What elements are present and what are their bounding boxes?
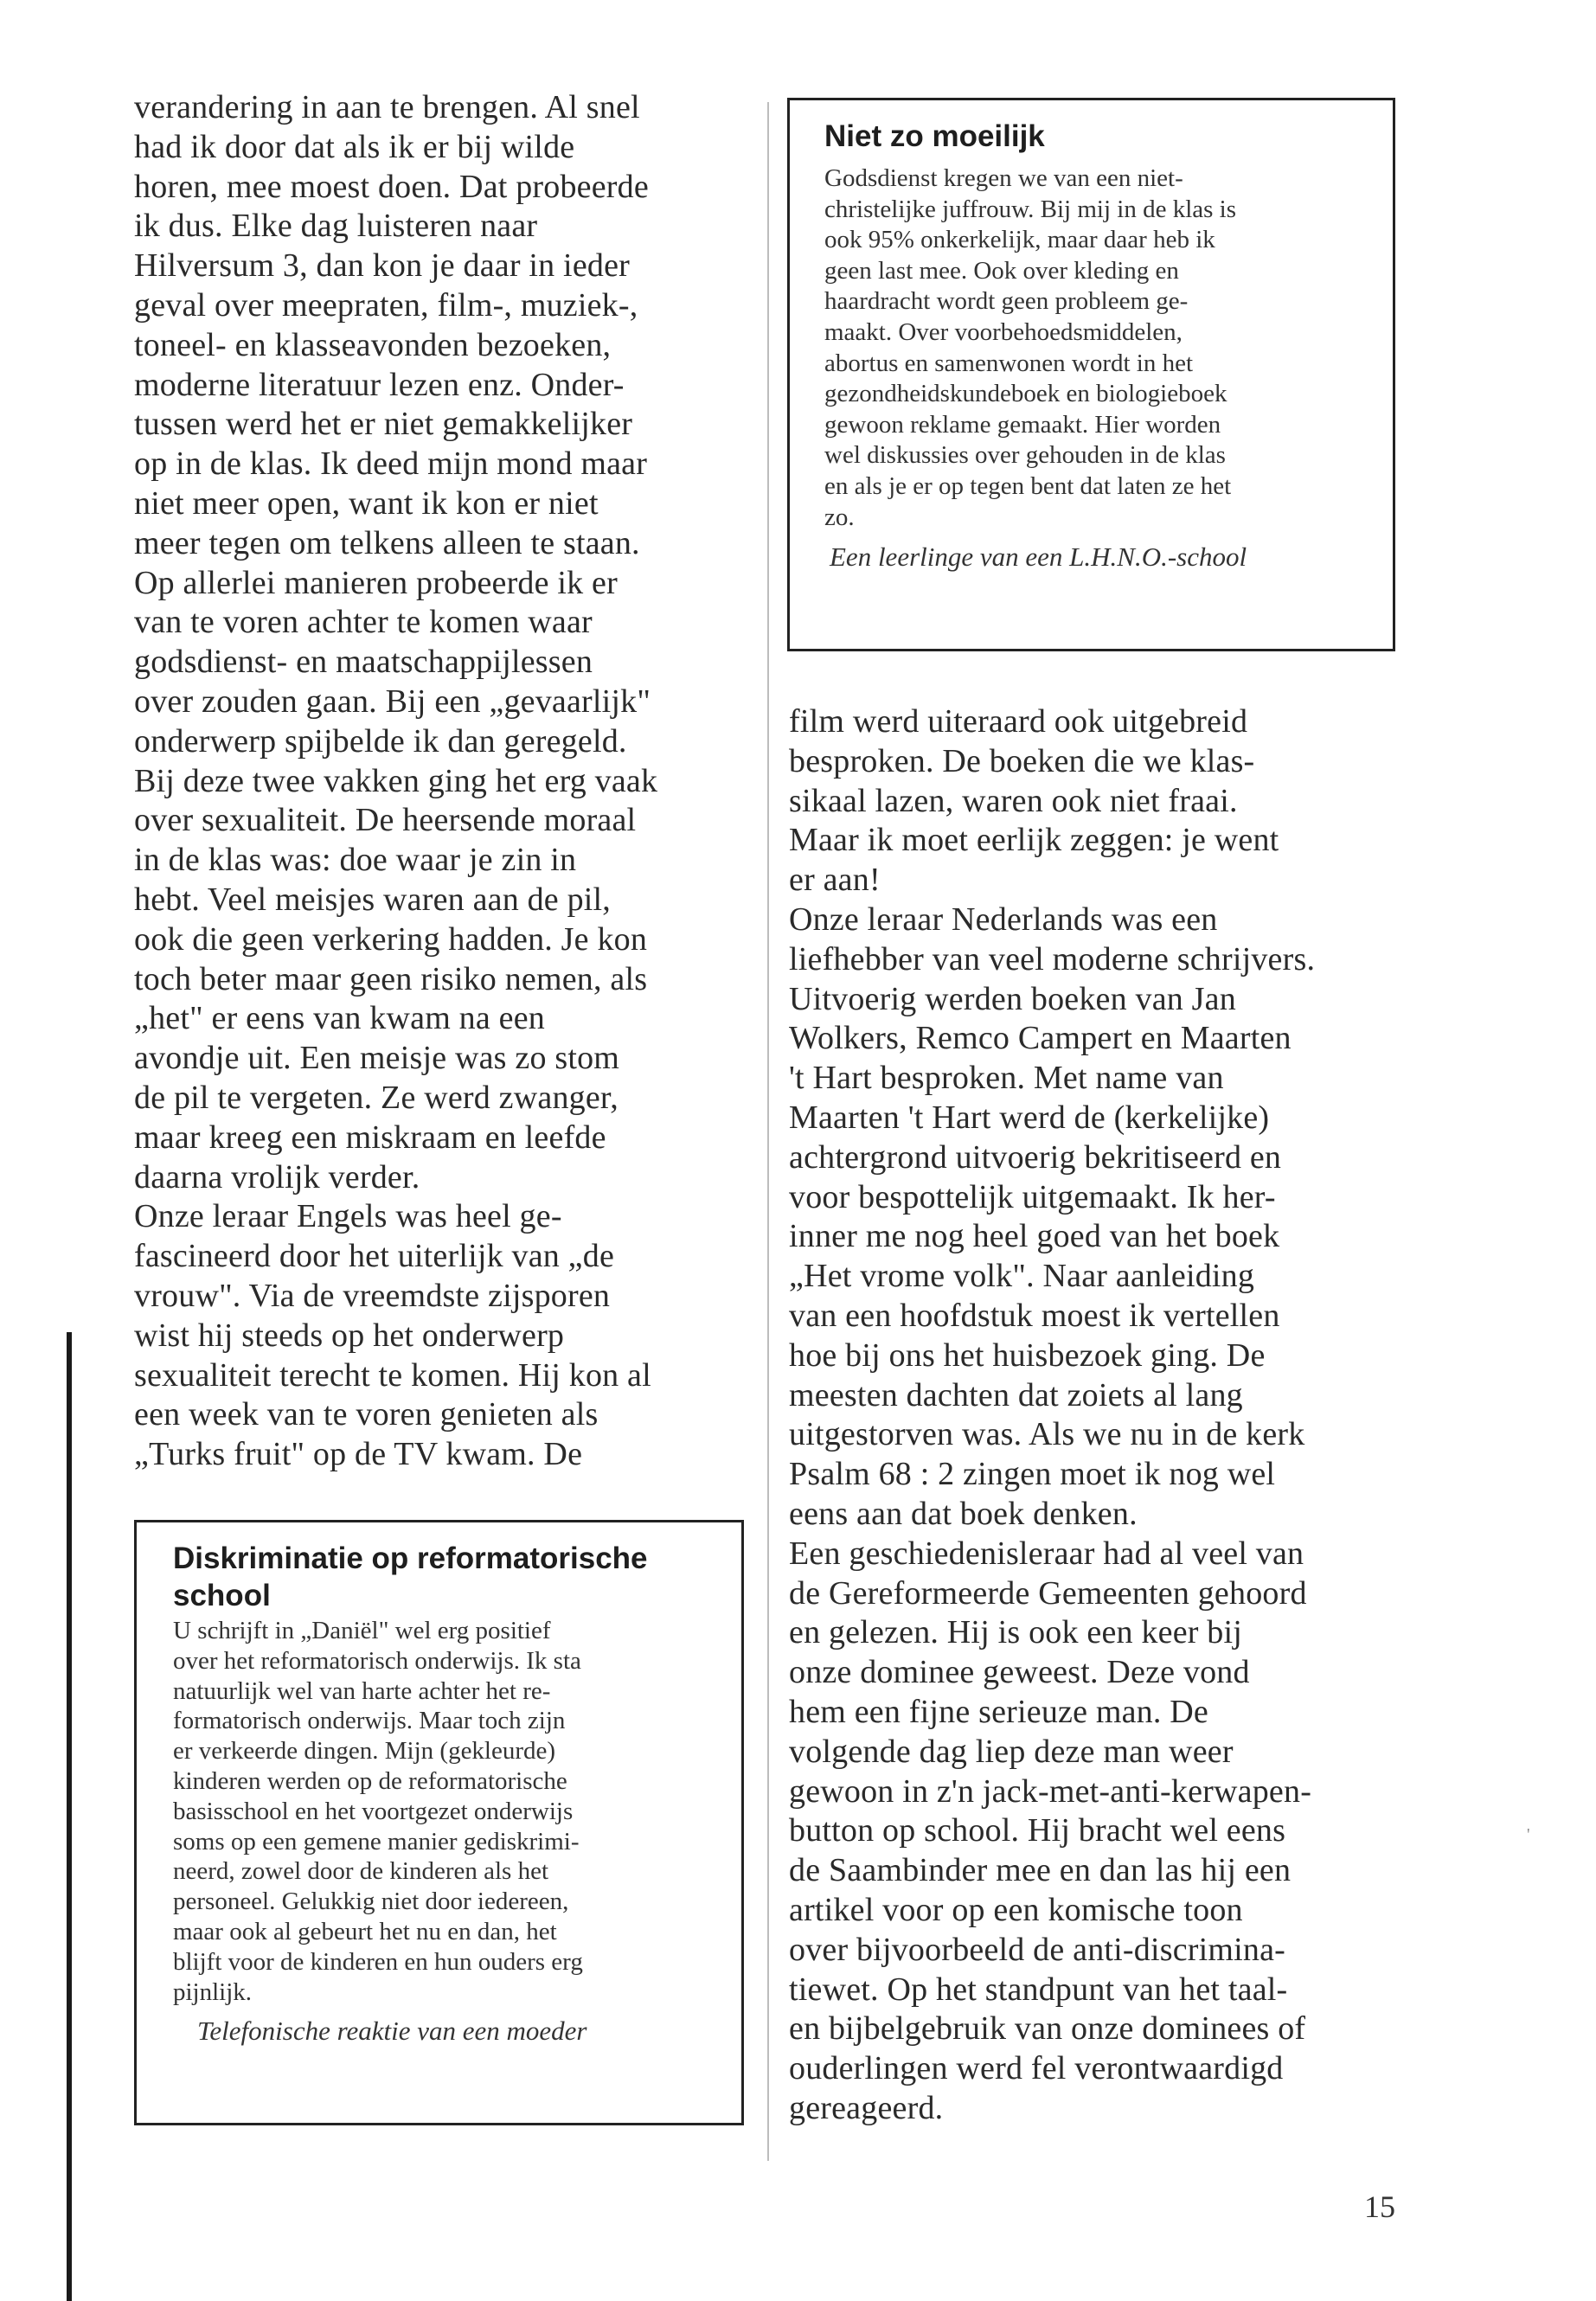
left-column-text <box>134 88 757 1475</box>
text-line: over bijvoorbeeld de anti-discrimina- <box>789 1931 1286 1968</box>
text-line: gezondheidskundeboek en biologieboek <box>824 380 1227 408</box>
text-line: soms op een gemene manier gediskrimi- <box>173 1827 580 1856</box>
text-line: inner me nog heel goed van het boek <box>789 1218 1280 1255</box>
text-line: verandering in aan te brengen. Al snel <box>134 89 640 125</box>
text-line: godsdienst- en maatschappijlessen <box>134 644 593 681</box>
text-line: 't Hart besproken. Met name van <box>789 1060 1224 1097</box>
text-line: de Saambinder mee en dan las hij een <box>789 1852 1292 1889</box>
text-line: hem een fijne serieuze man. De <box>789 1693 1208 1730</box>
text-line: op in de klas. Ik deed mijn mond maar <box>134 445 648 483</box>
scan-margin-mark <box>67 1332 72 2301</box>
text-line: over het reformatorisch onderwijs. Ik sta <box>173 1646 581 1675</box>
text-line: personeel. Gelukkig niet door iedereen, <box>173 1888 569 1916</box>
text-line: een week van te voren genieten als <box>134 1396 599 1433</box>
text-line: achtergrond uitvoerig bekritiseerd en <box>789 1138 1282 1176</box>
text-line: gewoon reklame gemaakt. Hier worden <box>824 410 1221 439</box>
text-line: de pil te vergeten. Ze werd zwanger, <box>134 1079 619 1116</box>
text-line: had ik door dat als ik er bij wilde <box>134 128 575 165</box>
sidebar-body <box>173 1616 726 2007</box>
text-line: eens aan dat boek denken. <box>789 1495 1138 1532</box>
sidebar-signature: Telefonische reaktie van een moeder <box>197 2016 587 2047</box>
text-line: niet meer open, want ik kon er niet <box>134 484 599 522</box>
text-line: Maarten 't Hart werd de (kerkelijke) <box>789 1099 1270 1136</box>
text-line: vrouw". Via de vreemdste zijsporen <box>134 1277 611 1314</box>
text-line: maakt. Over voorbehoedsmiddelen, <box>824 317 1183 346</box>
text-line: gereageerd. <box>789 2089 944 2126</box>
text-line: volgende dag liep deze man weer <box>789 1733 1234 1770</box>
text-line: van te voren achter te komen waar <box>134 604 593 641</box>
text-line: U schrijft in „Daniël" wel erg positief <box>173 1617 551 1644</box>
text-line: er aan! <box>789 862 881 899</box>
text-line: gewoon in z'n jack-met-anti-kerwapen- <box>789 1772 1312 1810</box>
column-divider <box>767 102 769 2161</box>
text-line: Psalm 68 : 2 zingen moet ik nog wel <box>789 1456 1276 1493</box>
text-line: haardracht wordt geen probleem ge- <box>824 287 1189 316</box>
text-line: ik dus. Elke dag luisteren naar <box>134 208 538 245</box>
text-line: voor bespottelijk uitgemaakt. Ik her- <box>789 1178 1276 1215</box>
text-line: horen, mee moest doen. Dat probeerde <box>134 168 649 205</box>
text-line: maar kreeg een miskraam en leefde <box>134 1118 606 1156</box>
text-line: artikel voor op een komische toon <box>789 1891 1243 1928</box>
text-line: kinderen werden op de reformatorische <box>173 1766 567 1795</box>
text-line: tiewet. Op het standpunt van het taal- <box>789 1971 1288 2008</box>
text-line: Hilversum 3, dan kon je daar in ieder <box>134 247 631 285</box>
text-line: basisschool en het voortgezet onderwijs <box>173 1797 574 1825</box>
text-line: de Gereformeerde Gemeenten gehoord <box>789 1574 1307 1612</box>
text-line: Maar ik moet eerlijk zeggen: je went <box>789 822 1279 859</box>
text-line: maar ook al gebeurt het nu en dan, het <box>173 1917 557 1945</box>
text-line: van een hoofdstuk moest ik vertellen <box>789 1297 1280 1334</box>
text-line: meesten dachten dat zoiets al lang <box>789 1376 1243 1413</box>
text-line: button op school. Hij bracht wel eens <box>789 1812 1286 1849</box>
sidebar-title-line: Diskriminatie op reformatorische <box>173 1541 648 1575</box>
text-line: fascineerd door het uiterlijk van „de <box>134 1238 615 1275</box>
text-line: en als je er op tegen bent dat laten ze het <box>824 471 1232 500</box>
text-line: Godsdienst kregen we van een niet- <box>824 164 1183 192</box>
text-line: ook die geen verkering hadden. Je kon <box>134 920 648 958</box>
sidebar-title-line: school <box>173 1579 271 1612</box>
text-line: geval over meepraten, film-, muziek-, <box>134 286 638 324</box>
sidebar-title: Niet zo moeilijk <box>824 119 1045 153</box>
text-line: avondje uit. Een meisje was zo stom <box>134 1040 620 1077</box>
text-line: wel diskussies over gehouden in de klas <box>824 441 1226 470</box>
text-line: en gelezen. Hij is ook een keer bij <box>789 1614 1243 1651</box>
text-line: en bijbelgebruik van onze dominees of <box>789 2010 1306 2048</box>
text-line: wist hij steeds op het onderwerp <box>134 1317 565 1354</box>
text-line: christelijke juffrouw. Bij mij in de klas is <box>824 195 1237 223</box>
text-line: zo. <box>824 503 855 531</box>
text-line: onze dominee geweest. Deze vond <box>789 1654 1250 1691</box>
text-line: Wolkers, Remco Campert en Maarten <box>789 1020 1292 1057</box>
text-line: sexualiteit terecht te komen. Hij kon al <box>134 1356 651 1394</box>
text-line: Bij deze twee vakken ging het erg vaak <box>134 762 658 799</box>
text-line: pijnlijk. <box>173 1977 253 2006</box>
text-line: film werd uiteraard ook uitgebreid <box>789 703 1248 740</box>
text-line: Op allerlei manieren probeerde ik er <box>134 564 618 601</box>
sidebar-title <box>173 1540 726 1614</box>
text-line: hebt. Veel meisjes waren aan de pil, <box>134 881 611 918</box>
text-line: tussen werd het er niet gemakkelijker <box>134 406 633 443</box>
text-line: ouderlingen werd fel verontwaardigd <box>789 2050 1284 2087</box>
text-line: daarna vrolijk verder. <box>134 1158 420 1195</box>
text-line: onderwerp spijbelde ik dan geregeld. <box>134 722 627 760</box>
text-line: „het" er eens van kwam na een <box>134 1000 545 1037</box>
text-line: geen last mee. Ook over kleding en <box>824 256 1179 285</box>
text-line: abortus en samenwonen wordt in het <box>824 349 1194 377</box>
text-line: „Turks fruit" op de TV kwam. De <box>134 1436 583 1473</box>
text-line: uitgestorven was. Als we nu in de kerk <box>789 1416 1305 1453</box>
text-line: meer tegen om telkens alleen te staan. <box>134 524 640 561</box>
sidebar-signature: Een leerlinge van een L.H.N.O.-school <box>830 542 1247 573</box>
text-line: moderne literatuur lezen enz. Onder- <box>134 366 625 403</box>
text-line: hoe bij ons het huisbezoek ging. De <box>789 1336 1266 1374</box>
text-line: Uitvoerig werden boeken van Jan <box>789 980 1236 1017</box>
page-number: 15 <box>1364 2189 1395 2224</box>
text-line: blijft voor de kinderen en hun ouders erg <box>173 1947 583 1976</box>
text-line: ook 95% onkerkelijk, maar daar heb ik <box>824 226 1215 254</box>
text-line: in de klas was: doe waar je zin in <box>134 842 577 879</box>
text-line: liefhebber van veel moderne schrijvers. <box>789 940 1316 977</box>
scan-speck: ' <box>1527 1825 1530 1844</box>
text-line: besproken. De boeken die we klas- <box>789 742 1255 779</box>
text-line: toneel- en klasseavonden bezoeken, <box>134 326 612 363</box>
sidebar-diskriminatie <box>134 1520 744 2125</box>
text-line: toch beter maar geen risiko nemen, als <box>134 960 648 997</box>
text-line: over sexualiteit. De heersende moraal <box>134 802 637 839</box>
right-column-text <box>789 702 1412 2129</box>
sidebar-niet-zo-moeilijk <box>787 98 1395 651</box>
text-line: Een geschiedenisleraar had al veel van <box>789 1535 1304 1572</box>
text-line: sikaal lazen, waren ook niet fraai. <box>789 782 1238 819</box>
text-line: formatorisch onderwijs. Maar toch zijn <box>173 1707 566 1735</box>
sidebar-body <box>824 163 1374 533</box>
text-line: „Het vrome volk". Naar aanleiding <box>789 1258 1255 1295</box>
text-line: er verkeerde dingen. Mijn (gekleurde) <box>173 1737 556 1766</box>
text-line: Onze leraar Engels was heel ge- <box>134 1198 562 1235</box>
text-line: natuurlijk wel van harte achter het re- <box>173 1676 551 1705</box>
text-line: over zouden gaan. Bij een „gevaarlijk" <box>134 683 651 720</box>
text-line: Onze leraar Nederlands was een <box>789 901 1218 938</box>
text-line: neerd, zowel door de kinderen als het <box>173 1857 549 1886</box>
